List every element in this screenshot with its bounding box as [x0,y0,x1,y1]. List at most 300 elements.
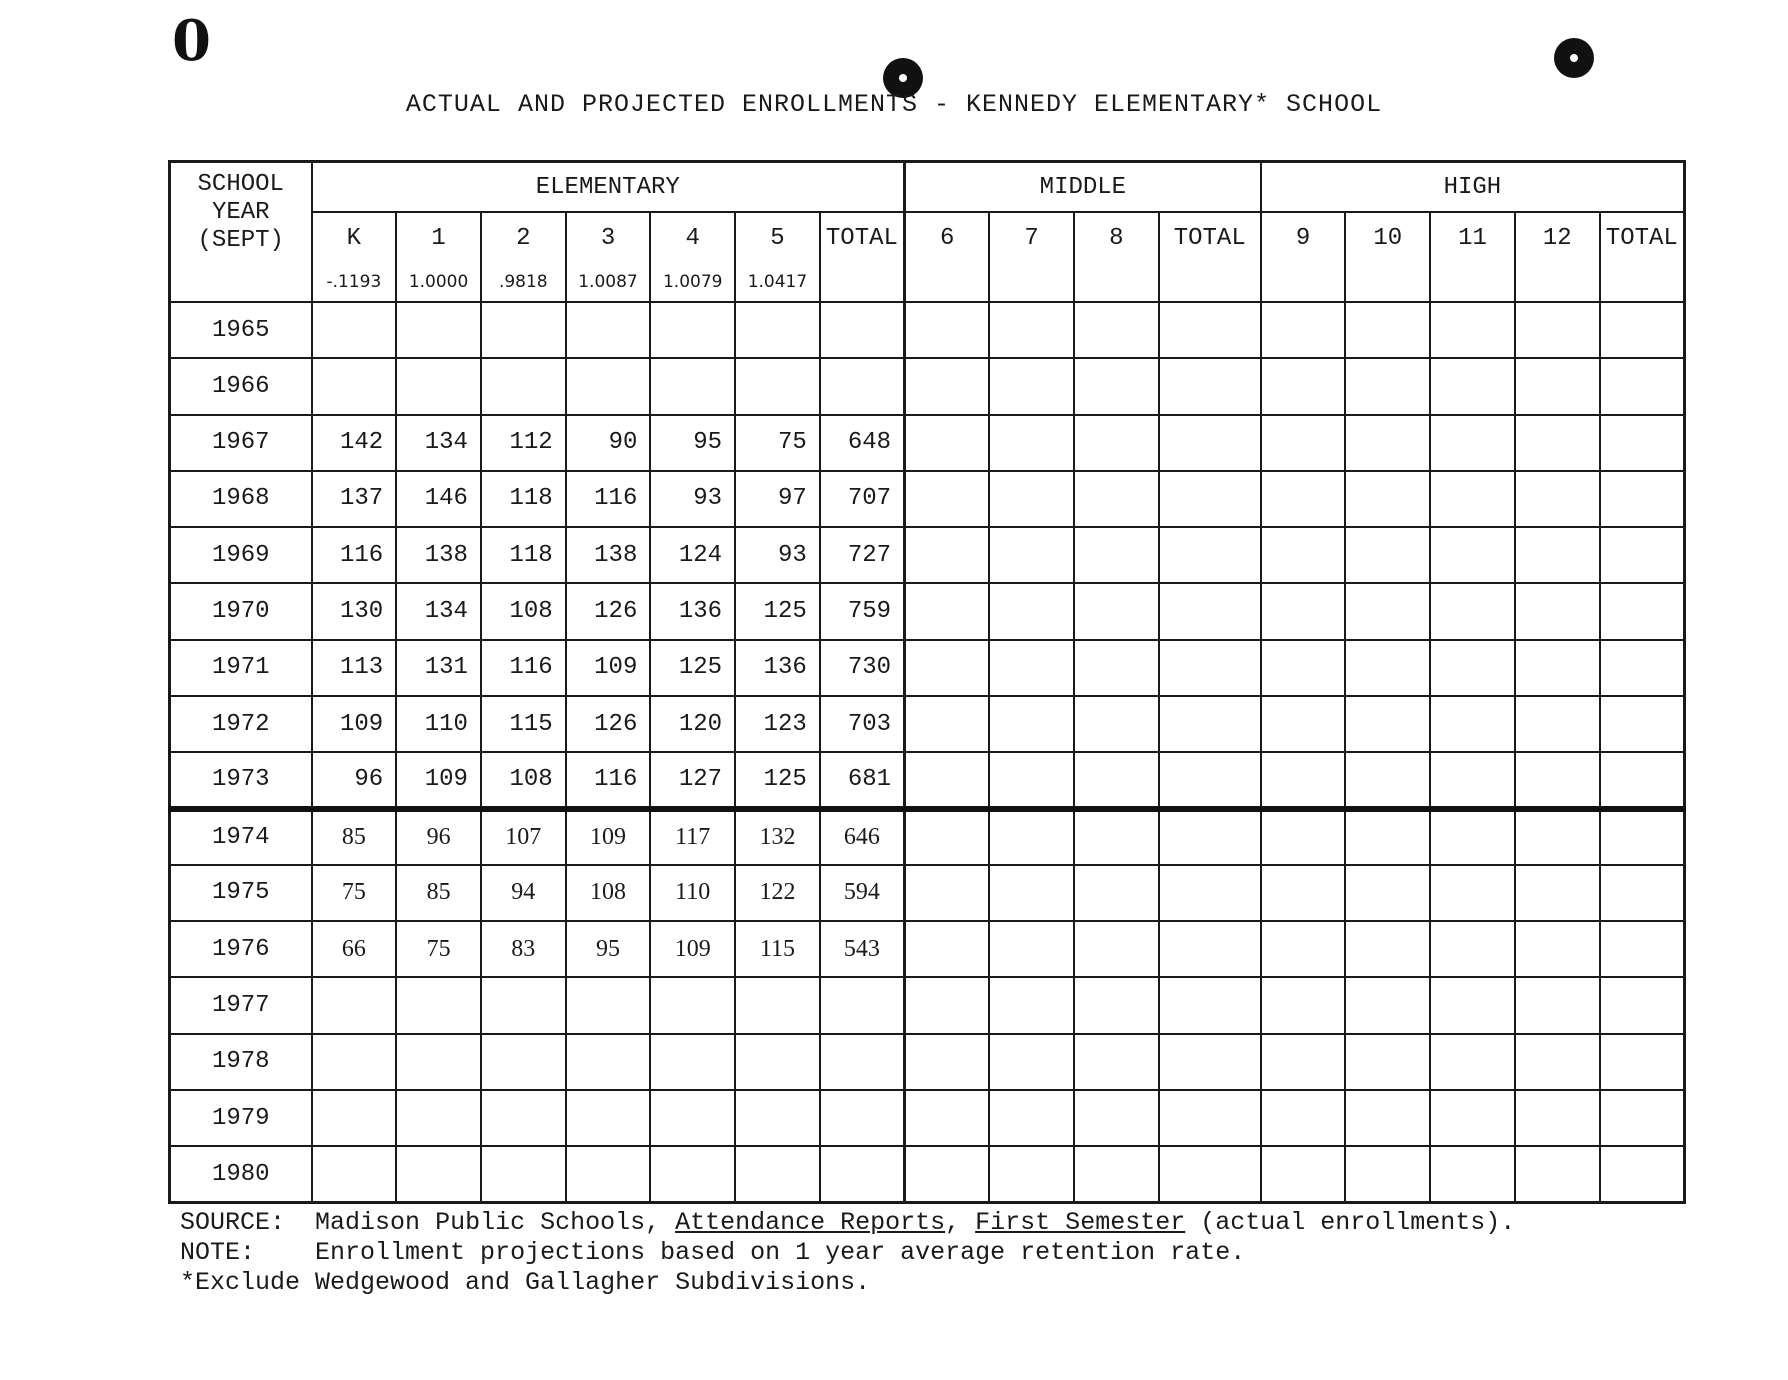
high-grade-header: 10 [1345,212,1430,302]
middle-empty-cell [1159,809,1261,865]
high-empty-cell [1261,696,1346,752]
high-empty-cell [1261,640,1346,696]
enrollment-cell: 108 [481,583,566,639]
grade-label: 5 [770,225,785,252]
middle-empty-cell [989,583,1074,639]
middle-empty-cell [905,640,990,696]
middle-empty-cell [1074,921,1159,977]
high-empty-cell [1261,752,1346,808]
high-empty-cell [1261,1090,1346,1146]
enrollment-cell [566,1146,651,1202]
middle-empty-cell [1074,1146,1159,1202]
high-empty-cell [1430,1146,1515,1202]
enrollment-cell: 85 [396,865,481,921]
elementary-total-cell: 707 [820,471,905,527]
enrollment-cell [481,358,566,414]
middle-empty-cell [905,752,990,808]
high-header: HIGH [1261,162,1685,213]
elementary-total-cell: 648 [820,415,905,471]
enrollment-cell [481,977,566,1033]
table-row [170,809,1685,865]
elementary-total-cell: 730 [820,640,905,696]
high-empty-cell [1600,921,1685,977]
middle-empty-cell [989,977,1074,1033]
middle-empty-cell [905,809,990,865]
enrollment-cell: 123 [735,696,820,752]
elementary-grade-header [481,212,566,302]
middle-empty-cell [1074,865,1159,921]
middle-empty-cell [1074,977,1159,1033]
high-empty-cell [1430,415,1515,471]
high-empty-cell [1261,302,1346,358]
high-empty-cell [1345,977,1430,1033]
elementary-total-cell [820,1090,905,1146]
middle-empty-cell [989,1090,1074,1146]
retention-ratio: 1.0079 [662,272,723,292]
enrollment-cell [481,302,566,358]
middle-empty-cell [1074,752,1159,808]
punch-hole [1554,38,1594,78]
enrollment-cell: 66 [312,921,397,977]
note-number: 1 [795,1238,811,1267]
enrollment-cell: 118 [481,471,566,527]
high-grade-header: 9 [1261,212,1346,302]
high-empty-cell [1600,471,1685,527]
grade-label: TOTAL [825,225,898,252]
middle-empty-cell [989,1146,1074,1202]
high-empty-cell [1345,1034,1430,1090]
high-empty-cell [1345,640,1430,696]
elementary-total-cell: 727 [820,527,905,583]
high-empty-cell [1430,809,1515,865]
enrollment-table [168,160,1686,1204]
high-empty-cell [1430,471,1515,527]
enrollment-cell: 125 [735,583,820,639]
enrollment-cell: 107 [481,809,566,865]
middle-empty-cell [1074,640,1159,696]
enrollment-cell: 126 [566,583,651,639]
enrollment-cell [312,302,397,358]
high-empty-cell [1261,921,1346,977]
enrollment-cell: 85 [312,809,397,865]
elementary-grade-header [650,212,735,302]
enrollment-cell: 125 [735,752,820,808]
high-empty-cell [1345,752,1430,808]
footnote: *Exclude Wedgewood and Gallagher Subdivisions. [180,1268,871,1297]
enrollment-cell: 125 [650,640,735,696]
table-row [170,415,1685,471]
enrollment-cell: 118 [481,527,566,583]
high-empty-cell [1345,583,1430,639]
enrollment-cell: 109 [566,640,651,696]
enrollment-cell [566,302,651,358]
middle-empty-cell [989,696,1074,752]
enrollment-cell: 117 [650,809,735,865]
enrollment-cell [481,1090,566,1146]
middle-empty-cell [1074,302,1159,358]
middle-empty-cell [1074,415,1159,471]
high-empty-cell [1345,696,1430,752]
middle-empty-cell [989,302,1074,358]
middle-empty-cell [905,583,990,639]
table-row [170,527,1685,583]
enrollment-cell: 142 [312,415,397,471]
enrollment-cell [650,1090,735,1146]
enrollment-cell [650,358,735,414]
page-title: ACTUAL AND PROJECTED ENROLLMENTS - KENNEDY ELEMENTARY* SCHOOL [405,90,1383,119]
middle-empty-cell [1074,1034,1159,1090]
middle-empty-cell [1074,809,1159,865]
enrollment-cell [481,1034,566,1090]
high-empty-cell [1515,1146,1600,1202]
elementary-grade-header [396,212,481,302]
table-row [170,1034,1685,1090]
middle-empty-cell [905,358,990,414]
year-cell: 1967 [170,415,312,471]
middle-empty-cell [905,1034,990,1090]
enrollment-cell: 96 [312,752,397,808]
middle-empty-cell [1159,358,1261,414]
enrollment-cell: 136 [650,583,735,639]
middle-empty-cell [905,415,990,471]
high-empty-cell [1515,865,1600,921]
high-empty-cell [1430,977,1515,1033]
year-cell: 1968 [170,471,312,527]
high-empty-cell [1515,471,1600,527]
middle-empty-cell [989,752,1074,808]
high-empty-cell [1600,640,1685,696]
enrollment-cell [735,1090,820,1146]
enrollment-cell: 110 [396,696,481,752]
middle-empty-cell [905,471,990,527]
enrollment-cell: 108 [566,865,651,921]
enrollment-cell: 113 [312,640,397,696]
school-year-header-line: YEAR [211,199,270,226]
table-row [170,640,1685,696]
middle-empty-cell [905,977,990,1033]
year-cell: 1966 [170,358,312,414]
middle-empty-cell [989,640,1074,696]
source-report-title: Attendance Reports [675,1208,946,1237]
grade-label: 4 [685,225,700,252]
high-empty-cell [1430,752,1515,808]
high-empty-cell [1515,1090,1600,1146]
high-empty-cell [1515,358,1600,414]
high-empty-cell [1600,358,1685,414]
grade-label: 2 [516,225,531,252]
elementary-total-cell [820,977,905,1033]
group-header-row [170,162,1685,213]
source-label: SOURCE: [180,1208,286,1237]
high-empty-cell [1345,471,1430,527]
school-year-header [170,162,312,303]
middle-grade-header: TOTAL [1159,212,1261,302]
middle-empty-cell [1159,1034,1261,1090]
enrollment-cell [396,977,481,1033]
year-cell: 1976 [170,921,312,977]
table-row [170,471,1685,527]
table-row [170,921,1685,977]
enrollment-cell [735,1146,820,1202]
middle-empty-cell [1159,471,1261,527]
middle-empty-cell [989,527,1074,583]
high-empty-cell [1600,527,1685,583]
high-grade-header: 12 [1515,212,1600,302]
source-semester: First Semester [975,1208,1186,1237]
enrollment-cell: 108 [481,752,566,808]
enrollment-cell: 83 [481,921,566,977]
high-empty-cell [1430,583,1515,639]
high-empty-cell [1515,415,1600,471]
enrollment-cell: 127 [650,752,735,808]
retention-ratio: 1.0417 [747,272,808,292]
middle-empty-cell [1159,415,1261,471]
school-year-header-line: SCHOOL [197,171,284,198]
year-cell: 1969 [170,527,312,583]
high-empty-cell [1261,358,1346,414]
enrollment-cell: 132 [735,809,820,865]
middle-empty-cell [1159,640,1261,696]
high-empty-cell [1430,1034,1515,1090]
enrollment-cell [312,977,397,1033]
elementary-header: ELEMENTARY [312,162,905,213]
year-cell: 1975 [170,865,312,921]
enrollment-cell [566,977,651,1033]
middle-grade-header: 7 [989,212,1074,302]
high-empty-cell [1345,527,1430,583]
enrollment-cell: 138 [566,527,651,583]
high-empty-cell [1261,1146,1346,1202]
enrollment-cell [566,1034,651,1090]
enrollment-cell: 136 [735,640,820,696]
middle-empty-cell [1159,921,1261,977]
retention-ratio: 1.0087 [578,272,638,292]
elementary-total-cell [820,1034,905,1090]
source-comma: , [945,1208,976,1237]
enrollment-cell [312,1146,397,1202]
table-row [170,865,1685,921]
enrollment-cell: 138 [396,527,481,583]
enrollment-cell: 109 [312,696,397,752]
enrollment-cell [735,977,820,1033]
year-cell: 1974 [170,809,312,865]
enrollment-cell: 109 [566,809,651,865]
middle-empty-cell [989,358,1074,414]
elementary-total-cell [820,1146,905,1202]
middle-empty-cell [1074,1090,1159,1146]
year-cell: 1971 [170,640,312,696]
enrollment-cell: 131 [396,640,481,696]
enrollment-cell [396,1146,481,1202]
high-grade-header: 11 [1430,212,1515,302]
middle-empty-cell [905,696,990,752]
high-empty-cell [1515,752,1600,808]
table-row [170,1146,1685,1202]
enrollment-cell [566,1090,651,1146]
elementary-total-cell: 703 [820,696,905,752]
table-row [170,302,1685,358]
elementary-total-cell: 646 [820,809,905,865]
table-row [170,583,1685,639]
enrollment-cell: 126 [566,696,651,752]
elementary-total-cell [820,302,905,358]
table-row [170,1090,1685,1146]
middle-empty-cell [1159,583,1261,639]
enrollment-cell: 75 [735,415,820,471]
high-empty-cell [1430,527,1515,583]
high-empty-cell [1261,583,1346,639]
year-cell: 1977 [170,977,312,1033]
grade-label: K [346,225,362,252]
high-empty-cell [1600,1146,1685,1202]
enrollment-cell: 134 [396,583,481,639]
enrollment-cell: 115 [735,921,820,977]
elementary-total-cell: 681 [820,752,905,808]
enrollment-cell [735,358,820,414]
enrollment-cell [396,1090,481,1146]
note-label: NOTE: [180,1238,256,1267]
grade-header-row [170,212,1685,302]
elementary-total-cell: 543 [820,921,905,977]
enrollment-cell [650,302,735,358]
enrollment-cell: 146 [396,471,481,527]
middle-empty-cell [1074,696,1159,752]
high-empty-cell [1515,302,1600,358]
high-empty-cell [1345,358,1430,414]
year-cell: 1978 [170,1034,312,1090]
enrollment-cell [396,302,481,358]
middle-header: MIDDLE [905,162,1261,213]
enrollment-cell: 93 [735,527,820,583]
enrollment-cell [650,1034,735,1090]
high-empty-cell [1345,1090,1430,1146]
enrollment-cell [650,1146,735,1202]
year-cell: 1965 [170,302,312,358]
table-body [170,302,1685,1203]
enrollment-cell [396,358,481,414]
high-empty-cell [1600,1090,1685,1146]
enrollment-cell [650,977,735,1033]
enrollment-cell: 115 [481,696,566,752]
enrollment-cell [312,358,397,414]
enrollment-cell: 109 [396,752,481,808]
middle-empty-cell [905,302,990,358]
retention-ratio: .9818 [498,272,548,292]
middle-empty-cell [1074,583,1159,639]
middle-empty-cell [905,921,990,977]
middle-empty-cell [905,527,990,583]
middle-empty-cell [1159,865,1261,921]
high-empty-cell [1345,809,1430,865]
grade-label: 3 [600,225,616,252]
elementary-grade-header [820,212,905,302]
table-row [170,977,1685,1033]
enrollment-cell: 122 [735,865,820,921]
middle-empty-cell [1074,358,1159,414]
year-cell: 1972 [170,696,312,752]
enrollment-cell [735,1034,820,1090]
enrollment-cell: 116 [566,471,651,527]
middle-empty-cell [1159,696,1261,752]
high-empty-cell [1261,977,1346,1033]
high-empty-cell [1515,809,1600,865]
elementary-grade-header [735,212,820,302]
high-empty-cell [1430,921,1515,977]
high-empty-cell [1261,527,1346,583]
grade-label: 1 [431,225,446,252]
middle-empty-cell [989,1034,1074,1090]
enrollment-cell: 94 [481,865,566,921]
high-empty-cell [1261,471,1346,527]
high-empty-cell [1345,302,1430,358]
enrollment-cell [312,1090,397,1146]
middle-empty-cell [1074,527,1159,583]
enrollment-cell: 75 [312,865,397,921]
high-empty-cell [1600,752,1685,808]
middle-empty-cell [1159,752,1261,808]
enrollment-cell [312,1034,397,1090]
high-empty-cell [1515,977,1600,1033]
source-text: Madison Public Schools, [315,1208,676,1237]
enrollment-cell: 116 [566,752,651,808]
middle-empty-cell [1159,527,1261,583]
high-empty-cell [1261,809,1346,865]
retention-ratio: 1.0000 [408,272,469,292]
enrollment-cell: 134 [396,415,481,471]
high-empty-cell [1515,921,1600,977]
middle-empty-cell [1159,1090,1261,1146]
note-text-end: year average retention rate. [810,1238,1246,1267]
middle-empty-cell [989,865,1074,921]
enrollment-cell: 109 [650,921,735,977]
high-empty-cell [1345,865,1430,921]
middle-empty-cell [1159,1146,1261,1202]
high-empty-cell [1430,696,1515,752]
enrollment-cell [566,358,651,414]
enrollment-cell: 97 [735,471,820,527]
high-empty-cell [1600,865,1685,921]
enrollment-cell: 110 [650,865,735,921]
corner-handwritten-mark: 0 [172,8,211,74]
table-row [170,752,1685,808]
enrollment-cell: 95 [650,415,735,471]
high-empty-cell [1430,640,1515,696]
year-cell: 1973 [170,752,312,808]
retention-ratio: -.1193 [326,272,382,292]
high-empty-cell [1261,1034,1346,1090]
enrollment-cell: 130 [312,583,397,639]
middle-grade-header: 6 [905,212,990,302]
year-cell: 1980 [170,1146,312,1202]
enrollment-cell: 93 [650,471,735,527]
middle-empty-cell [905,1090,990,1146]
enrollment-cell [481,1146,566,1202]
enrollment-cell: 120 [650,696,735,752]
high-empty-cell [1515,583,1600,639]
high-empty-cell [1430,865,1515,921]
middle-empty-cell [989,471,1074,527]
year-cell: 1970 [170,583,312,639]
enrollment-cell: 96 [396,809,481,865]
enrollment-cell: 116 [481,640,566,696]
enrollment-cell: 112 [481,415,566,471]
high-empty-cell [1515,640,1600,696]
high-empty-cell [1600,302,1685,358]
enrollment-cell: 124 [650,527,735,583]
high-empty-cell [1261,865,1346,921]
elementary-total-cell [820,358,905,414]
high-empty-cell [1430,302,1515,358]
